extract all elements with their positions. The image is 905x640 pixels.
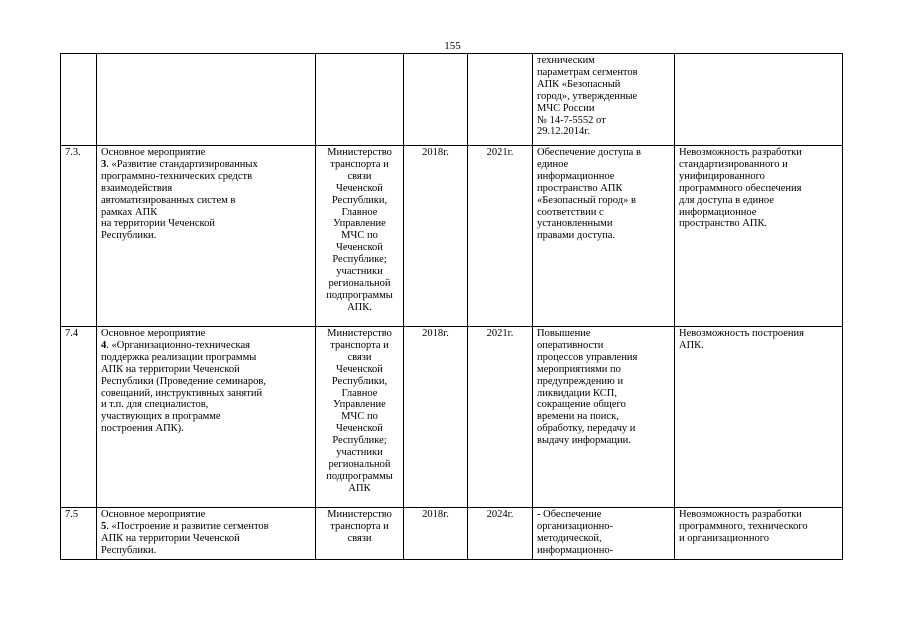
- measure-title-text: . «Развитие стандартизированных программно-технических средств взаимодействия автоматизированных систем в рамках АПК на территории Чеченской Республики.: [101, 158, 258, 242]
- measure-title-lead: Основное мероприятие: [101, 328, 206, 339]
- expected-result-cell: - Обеспечение организационно- методической, информационно-: [533, 508, 675, 560]
- start-year-cell: [404, 54, 468, 146]
- consequence-cell: [675, 54, 843, 146]
- start-year-cell: 2018г.: [404, 146, 468, 327]
- table-row: [61, 146, 843, 327]
- end-year-cell: [468, 54, 533, 146]
- end-year-cell: 2024г.: [468, 508, 533, 560]
- table-row: [61, 54, 843, 146]
- executor-cell: Министерство транспорта и связи: [316, 508, 404, 560]
- measures-table: [60, 53, 843, 560]
- item-number-cell: 7.5: [61, 508, 97, 560]
- executor-cell: Министерство транспорта и связи Чеченской Республики, Главное Управление МЧС по Чеченской Республике; участники региональной подпрограммы АПК: [316, 327, 404, 508]
- executor-cell: Министерство транспорта и связи Чеченской Республики, Главное Управление МЧС по Чеченской Республике; участники региональной подпрограммы АПК.: [316, 146, 404, 327]
- measure-number: 4: [101, 339, 107, 351]
- start-year-cell: 2018г.: [404, 327, 468, 508]
- measure-title-cell: [97, 54, 316, 146]
- expected-result-cell: Обеспечение доступа в единое информационное пространство АПК «Безопасный город» в соответствии с установленными правами доступа.: [533, 146, 675, 327]
- measure-number: 3: [101, 158, 107, 170]
- table-row: [61, 327, 843, 508]
- measure-title-cell: [97, 146, 316, 327]
- end-year-cell: 2021г.: [468, 327, 533, 508]
- page-number: 155: [444, 40, 461, 52]
- item-number-cell: 7.4: [61, 327, 97, 508]
- consequence-cell: Невозможность разработки программного, технического и организационного: [675, 508, 843, 560]
- measure-title-lead: Основное мероприятие: [101, 509, 206, 520]
- expected-result-cell: техническим параметрам сегментов АПК «Безопасный город», утвержденные МЧС России № 14-7-5552 от 29.12.2014г.: [533, 54, 675, 146]
- measure-title-text: . «Организационно-техническая поддержка реализации программы АПК на территории Чеченской Республики (Проведение семинаров, совещаний, инструктивных занятий и т.п. для специалистов, участвующих в программе построения АПК).: [101, 339, 266, 435]
- consequence-cell: Невозможность построения АПК.: [675, 327, 843, 508]
- measure-title-lead: Основное мероприятие: [101, 147, 206, 158]
- measure-title-cell: [97, 327, 316, 508]
- measure-title-text: . «Построение и развитие сегментов АПК на территории Чеченской Республики.: [101, 520, 269, 556]
- end-year-cell: 2021г.: [468, 146, 533, 327]
- start-year-cell: 2018г.: [404, 508, 468, 560]
- item-number-cell: [61, 54, 97, 146]
- item-number-cell: 7.3.: [61, 146, 97, 327]
- expected-result-cell: Повышение оперативности процессов управления мероприятиями по предупреждению и ликвидации КСП, сокращение общего времени на поиск, обработку, передачу и выдачу информации.: [533, 327, 675, 508]
- consequence-cell: Невозможность разработки стандартизированного и унифицированного программного обеспечения для доступа в единое информационное пространство АПК.: [675, 146, 843, 327]
- measure-title-cell: [97, 508, 316, 560]
- measure-number: 5: [101, 520, 107, 532]
- table-row: [61, 508, 843, 560]
- executor-cell: [316, 54, 404, 146]
